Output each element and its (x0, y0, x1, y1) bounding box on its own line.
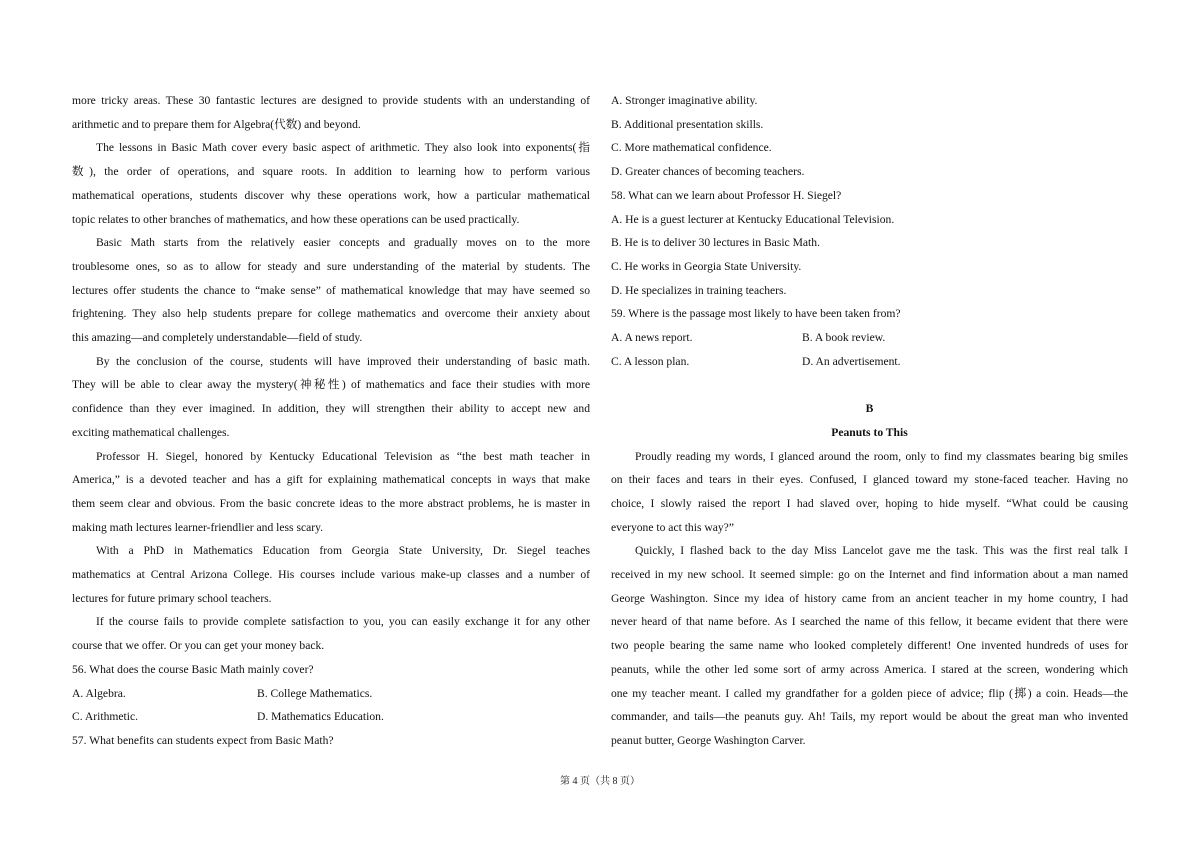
text-line: everyone to act this way?” (611, 520, 734, 534)
page-footer: 第 4 页（共 8 页） (560, 776, 640, 787)
text-line: peanuts, while the other led some sort of army across America. I stared at the screen, wondering which (611, 662, 1128, 676)
text-line: They will be able to clear away the mystery(神秘性) of mathematics and face their studies with more (72, 378, 590, 392)
paragraph (72, 136, 590, 231)
paragraph (72, 89, 590, 136)
text-line: confidence than they ever imagined. In addition, they will strengthen their ability to accept new and (72, 402, 590, 416)
text-line: 数), the order of operations, and square roots. In addition to learning how to perform various (72, 165, 590, 179)
option-a: A. Algebra. (72, 686, 126, 700)
text-line: lectures offer students the chance to “make sense” of mathematical knowledge that may have seemed so (72, 283, 590, 297)
paragraph (72, 350, 590, 445)
text-line: mathematics at Central Arizona College. His courses include various make-up classes and a number of (72, 568, 590, 582)
text-line: course that we offer. Or you can get your money back. (72, 639, 325, 653)
text-line: With a PhD in Mathematics Education from Georgia State University, Dr. Siegel teaches (96, 544, 590, 558)
question-57-stem: 57. What benefits can students expect from Basic Math? (72, 733, 334, 747)
option-b: B. He is to deliver 30 lectures in Basic Math. (611, 236, 820, 250)
text-line: Proudly reading my words, I glanced around the room, only to find my classmates bearing big smiles (635, 449, 1128, 463)
option-c: C. Arithmetic. (72, 710, 139, 724)
left-column (72, 89, 590, 753)
option-b: B. A book review. (802, 331, 886, 345)
text-line: never heard of that name before. As I searched the name of this fellow, it became evident that there were (611, 615, 1128, 629)
text-line: two people bearing the same name who looked completely different! One invented hundreds of uses for (611, 639, 1128, 653)
option-b: B. College Mathematics. (257, 686, 373, 700)
text-line: By the conclusion of the course, students will have improved their understanding of basic math. (96, 354, 590, 368)
text-line: arithmetic and to prepare them for Algebra(代数) and beyond. (72, 117, 361, 131)
option-c: C. A lesson plan. (611, 354, 690, 368)
option-row (72, 682, 590, 706)
passage-title: Peanuts to This (831, 425, 908, 439)
text-line: topic relates to other branches of mathematics, and how these operations can be used practically. (72, 212, 520, 226)
text-line: The lessons in Basic Math cover every basic aspect of arithmetic. They also look into exponents(指 (96, 141, 590, 155)
right-column (611, 89, 1128, 753)
paragraph (72, 539, 590, 610)
option-row (611, 326, 1128, 350)
text-line: Basic Math starts from the relatively easier concepts and gradually moves on to the more (96, 236, 590, 250)
question-58 (611, 184, 1128, 303)
text-line: received in my new school. It seemed simple: go on the Internet and find information about a man named (611, 568, 1128, 582)
option-d: D. Greater chances of becoming teachers. (611, 165, 805, 179)
section-label: B (865, 402, 874, 416)
text-line: this amazing—and completely understandable—field of study. (72, 331, 363, 345)
option-a: A. A news report. (611, 331, 693, 345)
option-d: D. An advertisement. (802, 354, 901, 368)
option-c: C. More mathematical confidence. (611, 141, 772, 155)
paragraph (611, 445, 1128, 540)
option-d: D. Mathematics Education. (257, 710, 384, 724)
text-line: them seem clear and obvious. From the basic concrete ideas to the more abstract problems, he is master in (72, 496, 590, 510)
question-stem: 58. What can we learn about Professor H. Siegel? (611, 188, 842, 202)
text-line: Professor H. Siegel, honored by Kentucky Educational Television as “the best math teacher in (96, 449, 590, 463)
option-a: A. He is a guest lecturer at Kentucky Educational Television. (611, 212, 895, 226)
text-line: exciting mathematical challenges. (72, 425, 230, 439)
text-line: peanut butter, George Washington Carver. (611, 733, 806, 747)
text-line: commander, and tails—the peanuts guy. Ah! Tails, my report would be about the great man who invented (611, 710, 1128, 724)
question-57-options (611, 89, 1128, 184)
paragraph (72, 610, 590, 657)
paragraph (72, 231, 590, 350)
text-line: frightening. They also help students prepare for college mathematics and overcome their anxiety about (72, 307, 590, 321)
text-line: Quickly, I flashed back to the day Miss Lancelot gave me the task. This was the first real talk I (635, 544, 1128, 558)
question-59 (611, 302, 1128, 373)
text-line: George Washington. Since my idea of history came from an ancient teacher in my home country, I had (611, 591, 1128, 605)
option-a: A. Stronger imaginative ability. (611, 94, 758, 107)
text-line: choice, I slowly raised the report I had slaved over, hoping to hide myself. “What could be causing (611, 496, 1128, 510)
text-line: mathematical operations, students discover why these operations work, how a particular mathematical (72, 188, 590, 202)
question-stem: 59. Where is the passage most likely to have been taken from? (611, 307, 901, 321)
question-56 (72, 658, 590, 729)
text-line: making math lectures learner-friendlier and less scary. (72, 520, 324, 534)
text-line: one my teacher meant. I called my grandfather for a golden piece of advice; flip (掷) a coin. Heads—the (611, 686, 1128, 700)
option-b: B. Additional presentation skills. (611, 117, 764, 131)
option-row (611, 350, 1128, 374)
option-d: D. He specializes in training teachers. (611, 283, 787, 297)
text-line: If the course fails to provide complete satisfaction to you, you can easily exchange it for any other (96, 615, 590, 629)
text-line: America,” is a devoted teacher and has a gift for explaining mathematical concepts in ways that make (72, 473, 590, 487)
option-row (72, 705, 590, 729)
text-line: more tricky areas. These 30 fantastic lectures are designed to provide students with an understanding of (72, 94, 590, 107)
text-line: lectures for future primary school teachers. (72, 591, 272, 605)
paragraph (611, 539, 1128, 752)
option-c: C. He works in Georgia State University. (611, 259, 802, 273)
text-line: on their faces and tears in their eyes. Confused, I glanced toward my stone-faced teacher. Having no (611, 473, 1128, 487)
text-line: troublesome ones, so as to allow for steady and sure understanding of the material by students. The (72, 259, 590, 273)
paragraph (72, 445, 590, 540)
spacer (611, 373, 1128, 397)
question-stem: 56. What does the course Basic Math mainly cover? (72, 662, 314, 676)
